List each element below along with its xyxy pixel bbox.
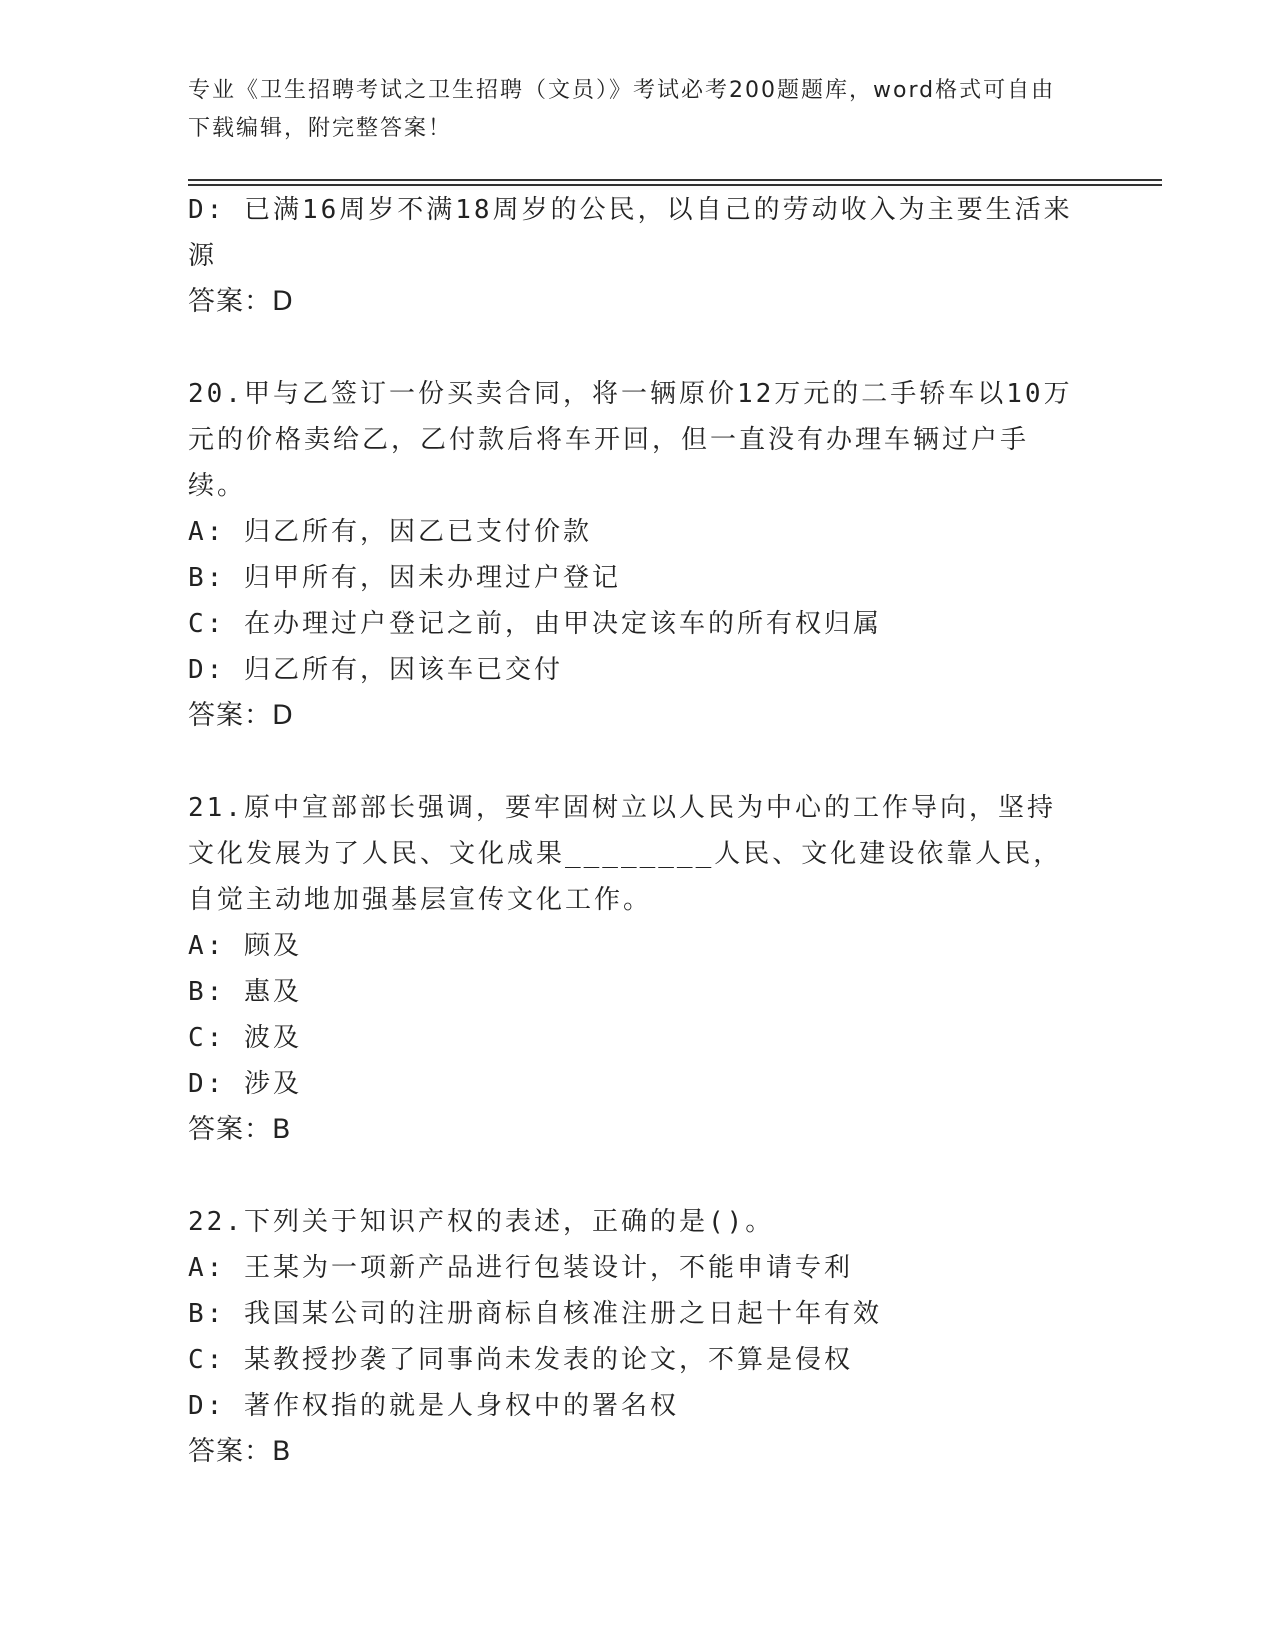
question-text: 22.下列关于知识产权的表述，正确的是()。 (188, 1207, 775, 1237)
option-a: A: 归乙所有，因乙已支付价款 (188, 517, 592, 547)
answer: 答案：D (188, 700, 294, 731)
option-b: B: 归甲所有，因未办理过户登记 (188, 563, 621, 593)
option-b: B: 我国某公司的注册商标自核准注册之日起十年有效 (188, 1299, 882, 1329)
option-c: C: 某教授抄袭了同事尚未发表的论文，不算是侵权 (188, 1345, 853, 1375)
question-text: 21.原中宣部部长强调，要牢固树立以人民为中心的工作导向，坚持文化发展为了人民、文化成果________人民、文化建设依靠人民，自觉主动地加强基层宣传文化工作。 (188, 793, 1063, 915)
option-a: A: 王某为一项新产品进行包装设计，不能申请专利 (188, 1253, 853, 1283)
option-d: D: 著作权指的就是人身权中的署名权 (188, 1391, 679, 1421)
document-header: 专业《卫生招聘考试之卫生招聘（文员）》考试必考200题题库，word格式可自由下载编辑，附完整答案！ (188, 78, 1056, 141)
option-c: C: 在办理过户登记之前，由甲决定该车的所有权归属 (188, 609, 882, 639)
answer: 答案：B (188, 1114, 292, 1145)
option-d: D: 涉及 (188, 1069, 302, 1099)
spacer (188, 739, 1078, 785)
option-c: C: 波及 (188, 1023, 302, 1053)
header-rule-top (188, 179, 1162, 181)
spacer (188, 325, 1078, 371)
option-b: B: 惠及 (188, 977, 302, 1007)
question-content (188, 187, 1078, 1475)
answer: 答案：B (188, 1436, 292, 1467)
option-a: A: 顾及 (188, 931, 302, 961)
spacer (188, 1153, 1078, 1199)
question-text: 20.甲与乙签订一份买卖合同，将一辆原价12万元的二手轿车以10万元的价格卖给乙，乙付款后将车开回，但一直没有办理车辆过户手续。 (188, 379, 1073, 501)
option-d: D: 归乙所有，因该车已交付 (188, 655, 563, 685)
header-rule-bottom (188, 184, 1162, 186)
answer: 答案：D (188, 286, 294, 317)
option-d: D: 已满16周岁不满18周岁的公民，以自己的劳动收入为主要生活来源 (188, 195, 1073, 271)
